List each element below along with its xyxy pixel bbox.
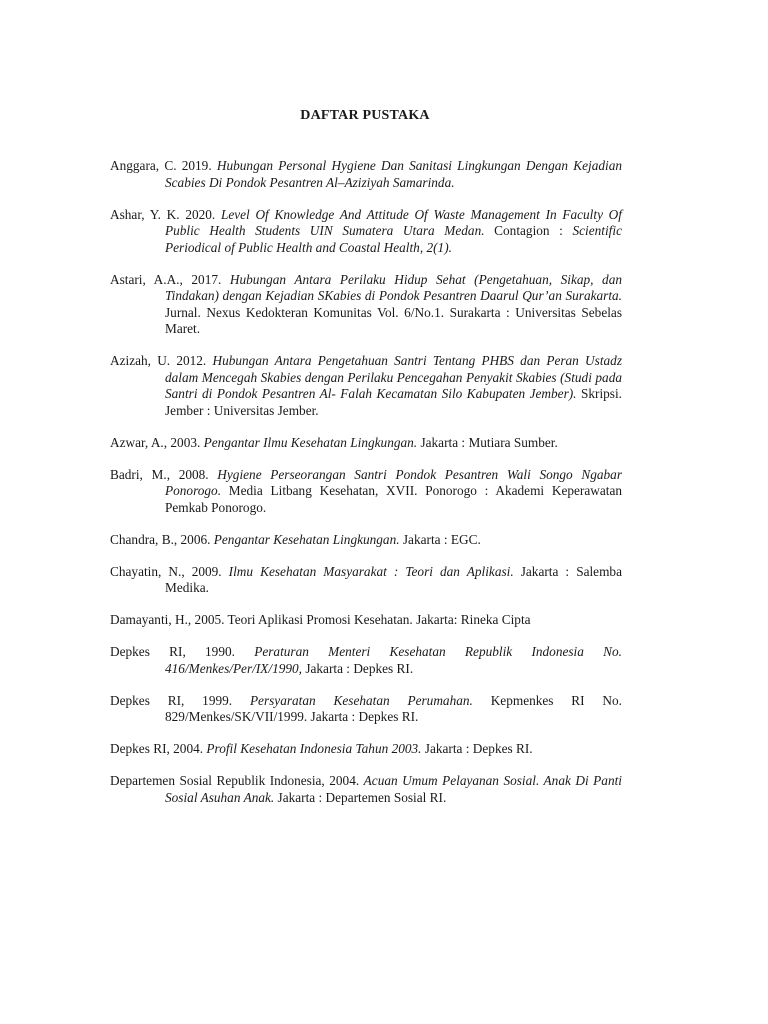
ref-author-year: Chandra, B., 2006. bbox=[110, 531, 214, 547]
reference-item bbox=[110, 741, 622, 758]
ref-publisher: Jakarta : EGC. bbox=[399, 531, 481, 547]
reference-item bbox=[110, 272, 622, 338]
ref-title: Pengantar Ilmu Kesehatan Lingkungan. bbox=[203, 434, 418, 450]
reference-item bbox=[110, 207, 622, 257]
ref-title: Profil Kesehatan Indonesia Tahun 2003. bbox=[206, 741, 422, 756]
ref-title: Persyaratan Kesehatan Perumahan. bbox=[249, 692, 473, 708]
ref-author-year: Departemen Sosial Republik Indonesia, 2004. bbox=[110, 773, 364, 788]
ref-author-year: Chayatin, N., 2009. bbox=[110, 563, 229, 579]
ref-author-year: Anggara, C. 2019. bbox=[110, 158, 217, 173]
ref-author-year: Depkes RI, 2004. bbox=[110, 741, 207, 756]
ref-title: Peraturan Menteri Kesehatan Republik Indonesia No. 416/Menkes/Per/IX/1990, bbox=[165, 644, 623, 676]
reference-item bbox=[110, 467, 622, 517]
ref-author-year: Depkes RI, 1990. bbox=[110, 644, 255, 659]
reference-item bbox=[110, 435, 622, 452]
ref-title: Ilmu Kesehatan Masyarakat : Teori dan Aplikasi. bbox=[228, 563, 514, 579]
reference-item bbox=[110, 564, 622, 597]
ref-publisher: Jakarta : Departemen Sosial RI. bbox=[274, 789, 447, 805]
reference-item bbox=[110, 644, 622, 677]
ref-title: Hubungan Antara Pengetahuan Santri Tentang PHBS dan Peran Ustadz dalam Mencegah Skabies dengan Perilaku Pencegahan Penyakit Skabies (Studi pada Santri di Pondok Pesantren Al- Falah Kecamatan Silo Kabupaten Jember). bbox=[165, 353, 622, 401]
ref-title: Hygiene Perseorangan Santri Pondok Pesantren Wali Songo Ngabar Ponorogo. bbox=[165, 466, 622, 498]
ref-publisher: Jakarta : Salemba Medika. bbox=[165, 563, 622, 595]
reference-item bbox=[110, 158, 622, 191]
ref-author-year: Damayanti, H., 2005. Teori Aplikasi Promosi Kesehatan. Jakarta: Rineka Cipta bbox=[110, 612, 531, 627]
ref-author-year: Badri, M., 2008. bbox=[110, 466, 218, 482]
ref-publisher: Jakarta : Mutiara Sumber. bbox=[417, 434, 558, 450]
ref-publisher: Skripsi. Jember : Universitas Jember. bbox=[165, 386, 622, 418]
ref-author-year: Azwar, A., 2003. bbox=[110, 434, 204, 450]
reference-item bbox=[110, 532, 622, 549]
ref-title: Hubungan Antara Perilaku Hidup Sehat (Pengetahuan, Sikap, dan Tindakan) dengan Kejadian SKabies di Pondok Pesantren Daarul Qur’an Surakarta. bbox=[165, 271, 622, 303]
ref-author-year: Depkes RI, 1999. bbox=[110, 692, 250, 708]
ref-title: Level Of Knowledge And Attitude Of Waste Management In Faculty Of Public Health Students UIN Sumatera Utara Medan. bbox=[165, 206, 622, 238]
page-title: DAFTAR PUSTAKA bbox=[300, 108, 430, 123]
ref-title: Hubungan Personal Hygiene Dan Sanitasi Lingkungan Dengan Kejadian Scabies Di Pondok Pesantren Al–Aziziyah Samarinda. bbox=[165, 158, 622, 190]
reference-list bbox=[110, 158, 622, 822]
ref-publisher: Jakarta : Depkes RI. bbox=[421, 741, 533, 756]
ref-journal: Scientific Periodical of Public Health and Coastal Health, 2(1). bbox=[165, 223, 622, 255]
reference-item bbox=[110, 612, 622, 629]
ref-publisher: Media Litbang Kesehatan, XVII. Ponorogo : Akademi Keperawatan Pemkab Ponorogo. bbox=[165, 483, 622, 515]
ref-author-year: Astari, A.A., 2017. bbox=[110, 271, 230, 287]
ref-author-year: Azizah, U. 2012. bbox=[110, 353, 213, 368]
reference-item bbox=[110, 773, 622, 806]
reference-item bbox=[110, 353, 622, 419]
ref-title: Acuan Umum Pelayanan Sosial. Anak Di Panti Sosial Asuhan Anak. bbox=[165, 773, 622, 805]
reference-item bbox=[110, 693, 622, 726]
ref-publisher: Kepmenkes RI No. 829/Menkes/SK/VII/1999. Jakarta : Depkes RI. bbox=[165, 692, 623, 724]
ref-title: Pengantar Kesehatan Lingkungan. bbox=[213, 531, 400, 547]
ref-publisher: Contagion : bbox=[484, 223, 573, 238]
ref-author-year: Ashar, Y. K. 2020. bbox=[110, 206, 221, 222]
ref-publisher: Jakarta : Depkes RI. bbox=[302, 660, 414, 676]
ref-publisher: Jurnal. Nexus Kedokteran Komunitas Vol. 6/No.1. Surakarta : Universitas Sebelas Maret. bbox=[165, 304, 622, 336]
